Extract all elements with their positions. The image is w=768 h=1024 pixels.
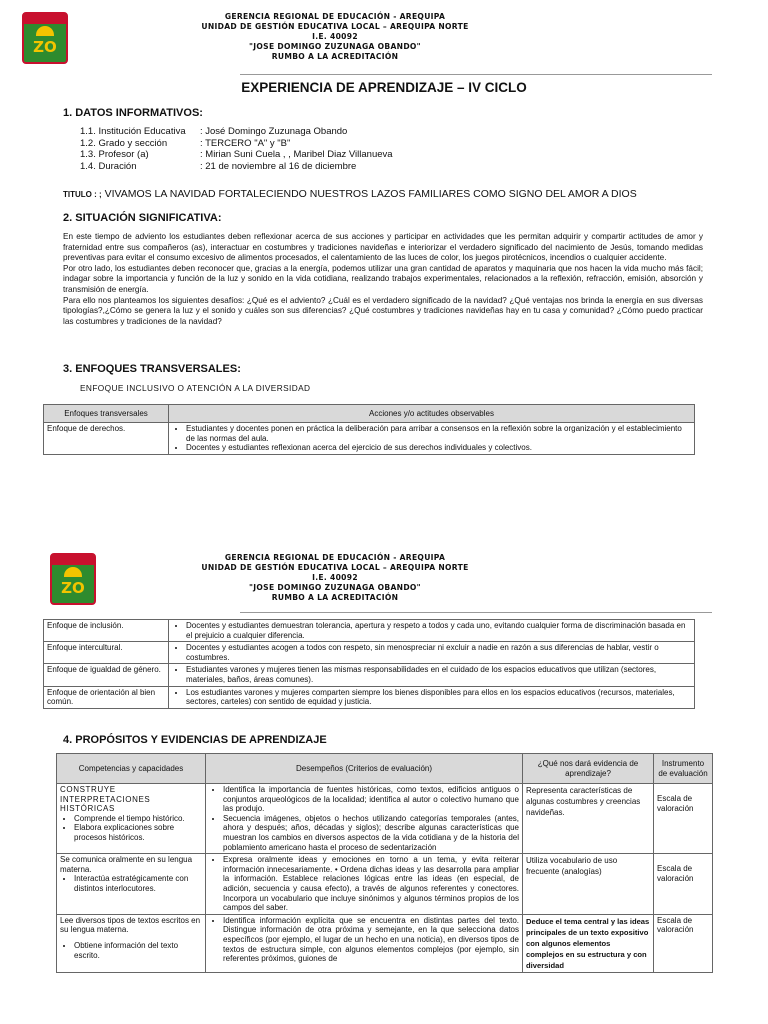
- page-title: EXPERIENCIA DE APRENDIZAJE – IV CICLO: [241, 80, 527, 95]
- header-block: [100, 553, 570, 603]
- section-3-heading: 3. ENFOQUES TRANSVERSALES:: [63, 363, 241, 375]
- capacidad-item: • Interactúa estratégicamente con distintos interlocutores.: [74, 874, 202, 893]
- section-2-heading: 2. SITUACIÓN SIGNIFICATIVA:: [63, 212, 222, 224]
- titulo-line: [63, 188, 637, 200]
- situacion-paragraph-3: Para ello nos planteamos los siguientes desafíos: ¿Qué es el adviento? ¿Cuál es el verdadero significado de la navidad? ¿Qué ventajas nos brinda la energía en sus diversas tipologías?,¿Cómo se genera la luz y el sonido y cuáles son sus diferencias? ¿Qué costumbres y tradiciones navideñas hay en tu casa y comunidad? ¿Cómo puedo practicar las costumbres y tradiciones de la navidad?: [63, 295, 703, 326]
- titulo-label: TITULO : ;: [63, 190, 102, 199]
- evidencia-text: Deduce el tema central y las ideas principales de un texto expositivo con algunos elementos complejos en su estructura y con diversidad: [523, 914, 654, 972]
- table-row: [44, 642, 695, 664]
- col-header-acciones: Acciones y/o actitudes observables: [169, 405, 695, 423]
- school-logo: ZO: [50, 553, 96, 605]
- enfoque-action: • Estudiantes varones y mujeres tienen las mismas responsabilidades en el cuidado de los espacios educativos que utilizan (sectores, materiales, baños, áreas comunes).: [186, 665, 691, 684]
- header-line-3: I.E. 40092: [312, 573, 358, 582]
- table-row: [44, 686, 695, 708]
- school-logo: ZO: [22, 12, 68, 64]
- competencia-name: CONSTRUYE INTERPRETACIONES HISTÓRICAS: [60, 785, 151, 814]
- capacidad-item: • Elabora explicaciones sobre procesos históricos.: [74, 823, 202, 842]
- header-line-4: "JOSE DOMINGO ZUZUNAGA OBANDO": [249, 583, 421, 592]
- col-header-instrumento: Instrumento de evaluación: [654, 754, 713, 784]
- header-line-1: GERENCIA REGIONAL DE EDUCACIÓN - AREQUIPA: [224, 553, 446, 562]
- table-row: [57, 854, 713, 915]
- header-block: [100, 12, 570, 62]
- header-line-2: UNIDAD DE GESTIÓN EDUCATIVA LOCAL – AREQUIPA NORTE: [201, 22, 469, 31]
- competencia-name: Lee diversos tipos de textos escritos en su lengua materna.: [60, 915, 201, 935]
- enfoque-action: • Docentes y estudiantes reflexionan acerca del ejercicio de sus derechos individuales y colectivos.: [186, 443, 691, 453]
- propositos-table: [56, 753, 713, 973]
- col-header-enfoques: Enfoques transversales: [44, 405, 169, 423]
- header-divider: [240, 612, 712, 613]
- capacidad-item: • Comprende el tiempo histórico.: [74, 814, 202, 824]
- desempeno-item: • Expresa oralmente ideas y emociones en torno a un tema, y evita reiterar información innecesariamente. • Ordena dichas ideas y las desarrolla para ampliar la información. Establece relaciones lógicas entre las ideas (en especial, de adición, secuencia y causa efecto), a través de algunos referentes y conectores. Incorpora un vocabulario que incluye sinónimos y algunos términos propios de los campos del saber.: [223, 855, 519, 913]
- header-line-5: RUMBO A LA ACREDITACIÓN: [271, 52, 399, 61]
- table-row: [57, 914, 713, 972]
- enfoque-action: • Los estudiantes varones y mujeres comparten siempre los bienes disponibles para ellos en los espacios educativos (recursos, materiales, sectores, carteles) con sentido de equidad y justicia.: [186, 688, 691, 707]
- datos-row: 1.4. Duración : 21 de noviembre al 16 de diciembre: [80, 160, 357, 172]
- col-header-competencias: Competencias y capacidades: [57, 754, 206, 784]
- desempeno-item: • Identifica la importancia de fuentes históricas, como textos, edificios antiguos o conjuntos arqueológicos de la localidad; identifica al autor o colectivo humano que las produjo.: [223, 785, 519, 814]
- enfoque-name: Enfoque intercultural.: [44, 642, 169, 664]
- col-header-desempenos: Desempeños (Criterios de evaluación): [206, 754, 523, 784]
- competencia-name: Se comunica oralmente en su lengua materna.: [60, 855, 193, 874]
- instrumento-text: Escala de valoración: [654, 784, 713, 854]
- desempeno-item: • Identifica información explícita que se encuentra en distintas partes del texto. Distingue información de otra próxima y semejante, en la que selecciona datos específicos (por ejemplo, el lugar de un hecho en una noticia), en diversos tipos de textos de estructura simple, con algunos elementos complejos (por ejemplo, sin referentes próximos, guiones de: [223, 916, 519, 964]
- header-line-4: "JOSE DOMINGO ZUZUNAGA OBANDO": [249, 42, 421, 51]
- datos-row: 1.1. Institución Educativa : José Domingo Zuzunaga Obando: [80, 126, 348, 137]
- header-line-3: I.E. 40092: [312, 32, 358, 41]
- table-row: [57, 784, 713, 854]
- enfoques-table-2: [43, 619, 695, 709]
- titulo-text: VIVAMOS LA NAVIDAD FORTALECIENDO NUESTROS LAZOS FAMILIARES COMO SIGNO DEL AMOR A DIOS: [104, 188, 637, 200]
- enfoque-name: Enfoque de inclusión.: [44, 620, 169, 642]
- instrumento-text: Escala de valoración: [654, 854, 713, 915]
- table-row: [44, 620, 695, 642]
- col-header-evidencia: ¿Qué nos dará evidencia de aprendizaje?: [523, 754, 654, 784]
- situacion-paragraph-2: Por otro lado, los estudiantes deben reconocer que, gracias a la energía, podemos utilizar una gran cantidad de aparatos y maquinaria que nos hacen la vida mucho más fácil; indagar sobre la importancia y función de la luz y sonido en la vida cotidiana, realizando trabajos experimentales, relacionados a la reflexión, refracción, emisión, absorción y transmisión de energía.: [63, 263, 703, 294]
- datos-list: [80, 126, 393, 172]
- header-line-5: RUMBO A LA ACREDITACIÓN: [271, 593, 399, 602]
- capacidad-item: • Obtiene información del texto escrito.: [74, 941, 202, 960]
- table-row: [44, 664, 695, 686]
- enfoque-action: • Docentes y estudiantes acogen a todos con respeto, sin menospreciar ni excluir a nadie en razón a sus diferencias de hablar, vestir o costumbres.: [186, 643, 691, 662]
- instrumento-text: Escala de valoración: [654, 914, 713, 972]
- section-4-heading: 4. PROPÓSITOS Y EVIDENCIAS DE APRENDIZAJE: [63, 734, 327, 746]
- datos-row: 1.3. Profesor (a) : Mirian Suni Cuela , , Maribel Diaz Villanueva: [80, 149, 393, 160]
- situacion-text: [63, 232, 703, 327]
- desempeno-item: • Secuencia imágenes, objetos o hechos utilizando categorías temporales (antes, ahora y después; años, décadas y siglos); describe algunas características que muestran los cambios en diversos aspectos de la vida cotidiana y de la historia del poblamiento americano hasta el proceso de sedentarización: [223, 814, 519, 852]
- enfoques-table-1: [43, 404, 695, 455]
- section-1-heading: 1. DATOS INFORMATIVOS:: [63, 107, 203, 119]
- situacion-paragraph-1: En este tiempo de adviento los estudiantes deben reflexionar acerca de sus acciones y participar en actividades que les permitan adquirir y compartir actitudes de amor y fraternidad entre sus compañeros (as), interactuar en costumbres y tradiciones navideñas e interiorizar el verdadero significado del nacimiento de Jesús, tomando medidas preventivas para evitar el consumo excesivo de alimentos procesados, el calentamiento de las luces de color, los juegos pirotécnicos, incendios o cualquier accidente.: [63, 232, 703, 263]
- evidencia-text: Utiliza vocabulario de uso frecuente (analogías): [523, 854, 654, 915]
- enfoque-name: Enfoque de igualdad de género.: [44, 664, 169, 686]
- table-row: [44, 423, 695, 455]
- enfoque-name: Enfoque de derechos.: [44, 423, 169, 455]
- header-line-1: GERENCIA REGIONAL DE EDUCACIÓN - AREQUIPA: [224, 12, 446, 21]
- enfoque-action: • Estudiantes y docentes ponen en práctica la deliberación para arribar a consensos en la reflexión sobre la organización y el establecimiento de las normas del aula.: [186, 424, 691, 443]
- header-line-2: UNIDAD DE GESTIÓN EDUCATIVA LOCAL – AREQUIPA NORTE: [201, 563, 469, 572]
- enfoque-name: Enfoque de orientación al bien común.: [44, 686, 169, 708]
- datos-row: 1.2. Grado y sección : TERCERO "A" y "B": [80, 137, 291, 149]
- enfoque-action: • Docentes y estudiantes demuestran tolerancia, apertura y respeto a todos y cada uno, evitando cualquier forma de discriminación basada en el prejuicio a cualquier diferencia.: [186, 621, 691, 640]
- header-divider: [240, 74, 712, 75]
- section-3-subheading: ENFOQUE INCLUSIVO O ATENCIÓN A LA DIVERSIDAD: [80, 383, 311, 393]
- evidencia-text: Representa características de algunas costumbres y creencias navideñas.: [523, 784, 654, 854]
